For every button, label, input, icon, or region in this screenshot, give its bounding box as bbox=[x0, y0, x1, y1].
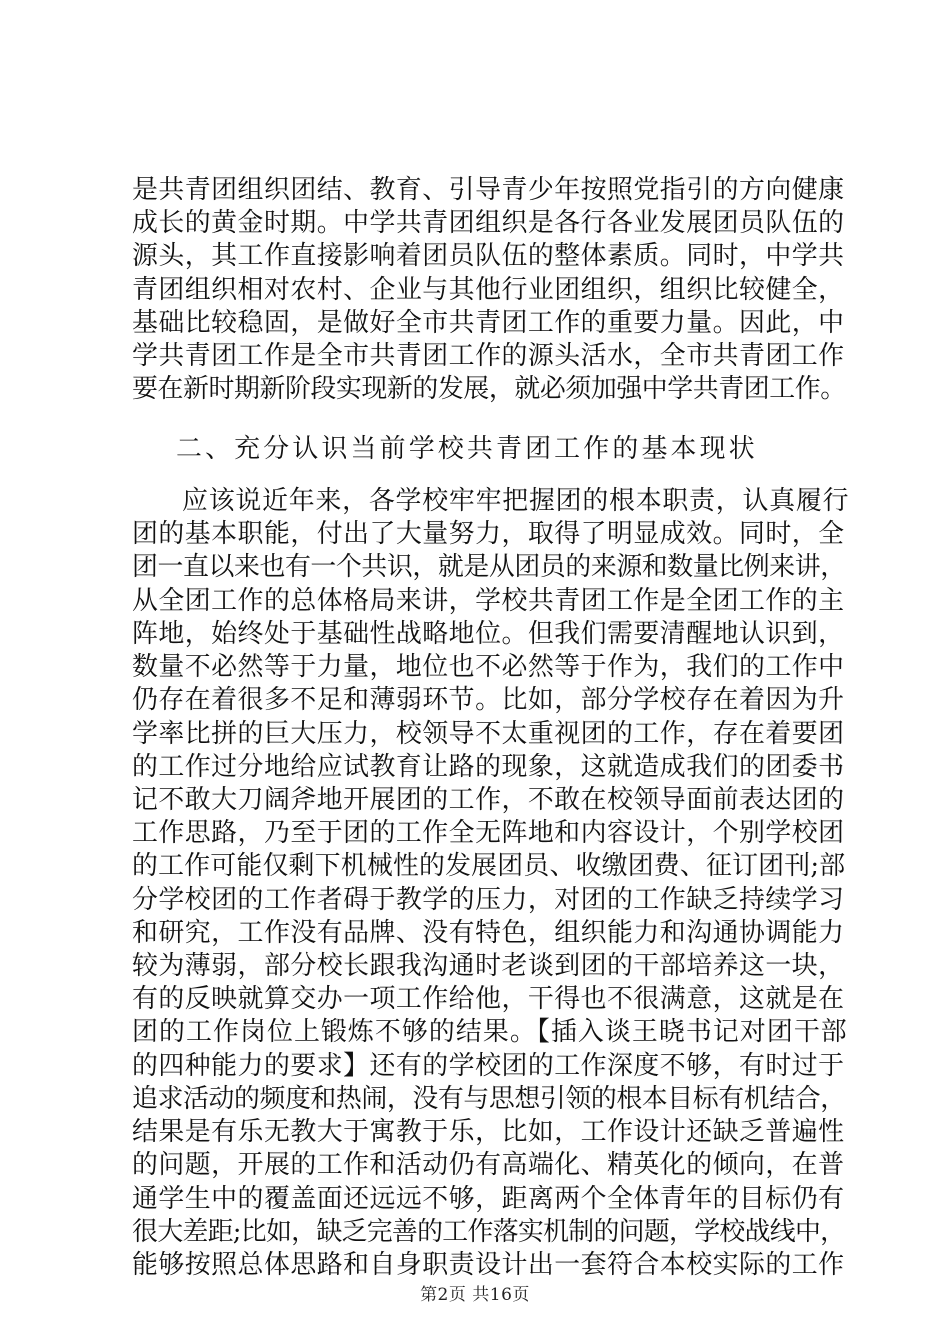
section-heading: 二、充分认识当前学校共青团工作的基本现状 bbox=[176, 434, 758, 464]
text-line: 应该说近年来，各学校牢牢把握团的根本职责，认真履行 bbox=[182, 486, 850, 516]
text-line: 学率比拼的巨大压力，校领导不太重视团的工作，存在着要团 bbox=[132, 719, 845, 749]
text-line: 能够按照总体思路和自身职责设计出一套符合本校实际的工作 bbox=[132, 1250, 845, 1280]
text-line: 通学生中的覆盖面还远远不够，距离两个全体青年的目标仍有 bbox=[132, 1184, 845, 1214]
text-line: 仍存在着很多不足和薄弱环节。比如，部分学校存在着因为升 bbox=[132, 685, 845, 715]
text-line: 的工作过分地给应试教育让路的现象，这就造成我们的团委书 bbox=[132, 752, 845, 782]
text-line: 青团组织相对农村、企业与其他行业团组织，组织比较健全， bbox=[132, 275, 845, 305]
text-line: 很大差距;比如，缺乏完善的工作落实机制的问题，学校战线中， bbox=[132, 1217, 846, 1247]
text-line: 工作思路，乃至于团的工作全无阵地和内容设计，个别学校团 bbox=[132, 818, 845, 848]
text-line: 记不敢大刀阔斧地开展团的工作，不敢在校领导面前表达团的 bbox=[132, 785, 845, 815]
text-line: 结果是有乐无教大于寓教于乐，比如，工作设计还缺乏普遍性 bbox=[132, 1117, 845, 1147]
page-number-text: 第2页 共16页 bbox=[420, 1285, 530, 1305]
text-line: 要在新时期新阶段实现新的发展，就必须加强中学共青团工作。 bbox=[132, 374, 846, 404]
text-line: 团一直以来也有一个共识，就是从团员的来源和数量比例来讲， bbox=[132, 552, 846, 582]
text-line: 有的反映就算交办一项工作给他，干得也不很满意，这就是在 bbox=[132, 984, 845, 1014]
text-line: 是共青团组织团结、教育、引导青少年按照党指引的方向健康 bbox=[132, 175, 845, 205]
text-line: 较为薄弱，部分校长跟我沟通时老谈到团的干部培养这一块， bbox=[132, 951, 845, 981]
text-line: 数量不必然等于力量，地位也不必然等于作为，我们的工作中 bbox=[132, 652, 845, 682]
text-line: 学共青团工作是全市共青团工作的源头活水，全市共青团工作 bbox=[132, 341, 845, 371]
text-line: 的四种能力的要求】还有的学校团的工作深度不够，有时过于 bbox=[132, 1051, 845, 1081]
text-line: 分学校团的工作者碍于教学的压力，对团的工作缺乏持续学习 bbox=[132, 885, 845, 915]
text-line: 源头，其工作直接影响着团员队伍的整体素质。同时，中学共 bbox=[132, 241, 845, 271]
text-line: 基础比较稳固，是做好全市共青团工作的重要力量。因此，中 bbox=[132, 308, 845, 338]
page-footer bbox=[0, 1284, 950, 1306]
text-line: 的问题，开展的工作和活动仍有高端化、精英化的倾向，在普 bbox=[132, 1150, 845, 1180]
text-line: 团的基本职能，付出了大量努力，取得了明显成效。同时，全 bbox=[132, 519, 845, 549]
text-line: 团的工作岗位上锻炼不够的结果。【插入谈王晓书记对团干部 bbox=[132, 1017, 848, 1047]
text-line: 追求活动的频度和热闹，没有与思想引领的根本目标有机结合， bbox=[132, 1084, 846, 1114]
text-line: 和研究，工作没有品牌、没有特色，组织能力和沟通协调能力 bbox=[132, 918, 845, 948]
text-line: 从全团工作的总体格局来讲，学校共青团工作是全团工作的主 bbox=[132, 586, 845, 616]
text-line: 的工作可能仅剩下机械性的发展团员、收缴团费、征订团刊;部 bbox=[132, 851, 846, 881]
text-line: 成长的黄金时期。中学共青团组织是各行各业发展团员队伍的 bbox=[132, 208, 845, 238]
text-line: 阵地，始终处于基础性战略地位。但我们需要清醒地认识到， bbox=[132, 619, 845, 649]
